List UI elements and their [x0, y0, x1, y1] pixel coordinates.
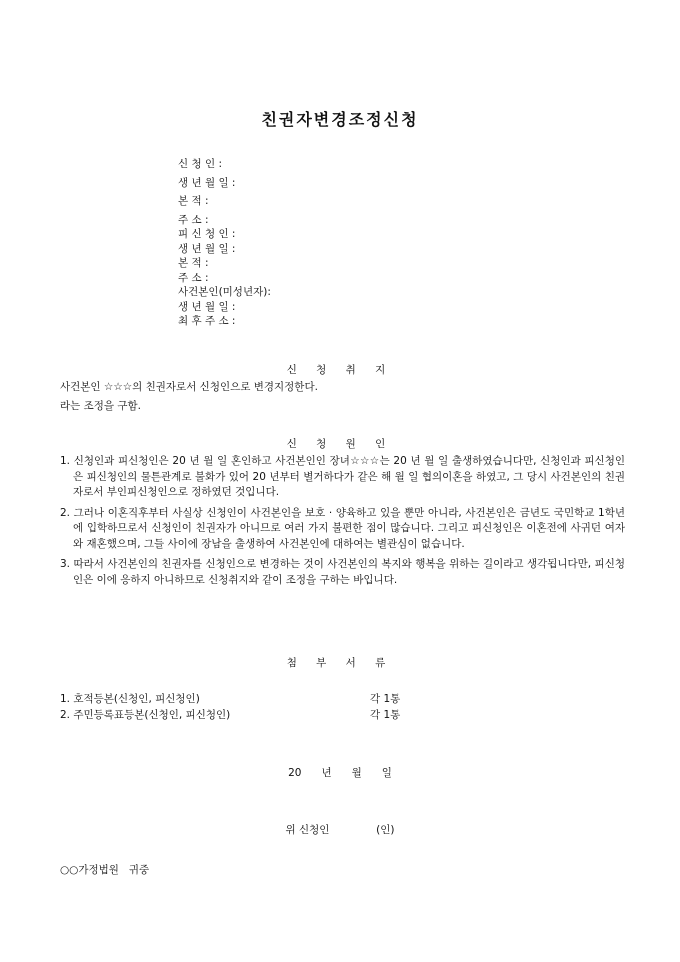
attachment-item — [60, 692, 401, 708]
applicant-domicile-label: 본 적 : — [178, 195, 209, 207]
date-line: 20 년 월 일 — [288, 767, 392, 779]
respondent-address-label: 주 소 : — [178, 271, 209, 284]
signature-line: 위 신청인 (인) — [285, 824, 395, 836]
attachment-qty: 각 1통 — [370, 709, 401, 721]
attachment-name: 1. 호적등본(신청인, 피신청인) — [60, 693, 200, 705]
attachment-name: 2. 주민등록표등본(신청인, 피신청인) — [60, 709, 231, 721]
purpose-line: 사건본인 ☆☆☆의 친권자로서 신청인으로 변경지정한다. — [60, 381, 318, 393]
reason-item: 1. 신청인과 피신청인은 20 년 월 일 혼인하고 사건본인인 장녀☆☆☆는 20 년 월 일 출생하였습니다만, 신청인과 피신청인은 피신청인의 물튼관계로 불화가 있어 20 년부터 별거하다가 같은 해 월 일 협의이혼을 하였고, 그 당시 사건본인의 친권자로서 부인피신청인으로 정하였던 것입니다. — [60, 455, 625, 498]
respondent-birthdate-label: 생 년 월 일 : — [178, 242, 236, 255]
attachment-qty: 각 1통 — [370, 693, 401, 705]
attachment-list — [60, 692, 401, 724]
attachment-item — [60, 708, 401, 724]
applicant-name-label: 신 청 인 : — [178, 158, 222, 170]
subject-birthdate-label: 생 년 월 일 : — [178, 300, 236, 313]
applicant-birthdate-label: 생 년 월 일 : — [178, 176, 236, 189]
purpose-body — [60, 380, 625, 414]
reasons-body — [60, 454, 625, 588]
reasons-heading: 신 청 원 인 — [286, 438, 394, 450]
party-info-block — [178, 157, 271, 329]
purpose-line: 라는 조정을 구함. — [60, 399, 142, 412]
subject-last-address-label: 최 후 주 소 : — [178, 315, 236, 327]
respondent-name-label: 피 신 청 인 : — [178, 228, 236, 240]
document-title: 친권자변경조정신청 — [261, 110, 419, 129]
court-addressee: ○○가정법원 귀중 — [60, 864, 150, 876]
subject-person-label: 사건본인(미성년자): — [178, 286, 271, 298]
reason-item: 2. 그러나 이혼직후부터 사실상 신청인이 사건본인을 보호 · 양육하고 있을 뿐만 아니라, 사건본인은 금년도 국민학교 1학년에 입학하므로서 신청인이 친권자가 아니므로 여러 가지 불편한 점이 많습니다. 그리고 피신청인은 이혼전에 사귀던 여자와 재혼했으며, 그들 사이에 장남을 출생하여 사건본인에 대하여는 별관심이 없습니다. — [60, 506, 625, 550]
reason-item: 3. 따라서 사건본인의 친권자를 신청인으로 변경하는 것이 사건본인의 복지와 행복을 위하는 길이라고 생각됩니다만, 피신청인은 이에 응하지 아니하므로 신청취지와 같이 조정을 구하는 바입니다. — [60, 558, 625, 586]
respondent-domicile-label: 본 적 : — [178, 257, 209, 269]
purpose-heading: 신 청 취 지 — [286, 364, 394, 376]
applicant-address-label: 주 소 : — [178, 213, 209, 226]
attachments-heading: 첨 부 서 류 — [286, 657, 394, 669]
